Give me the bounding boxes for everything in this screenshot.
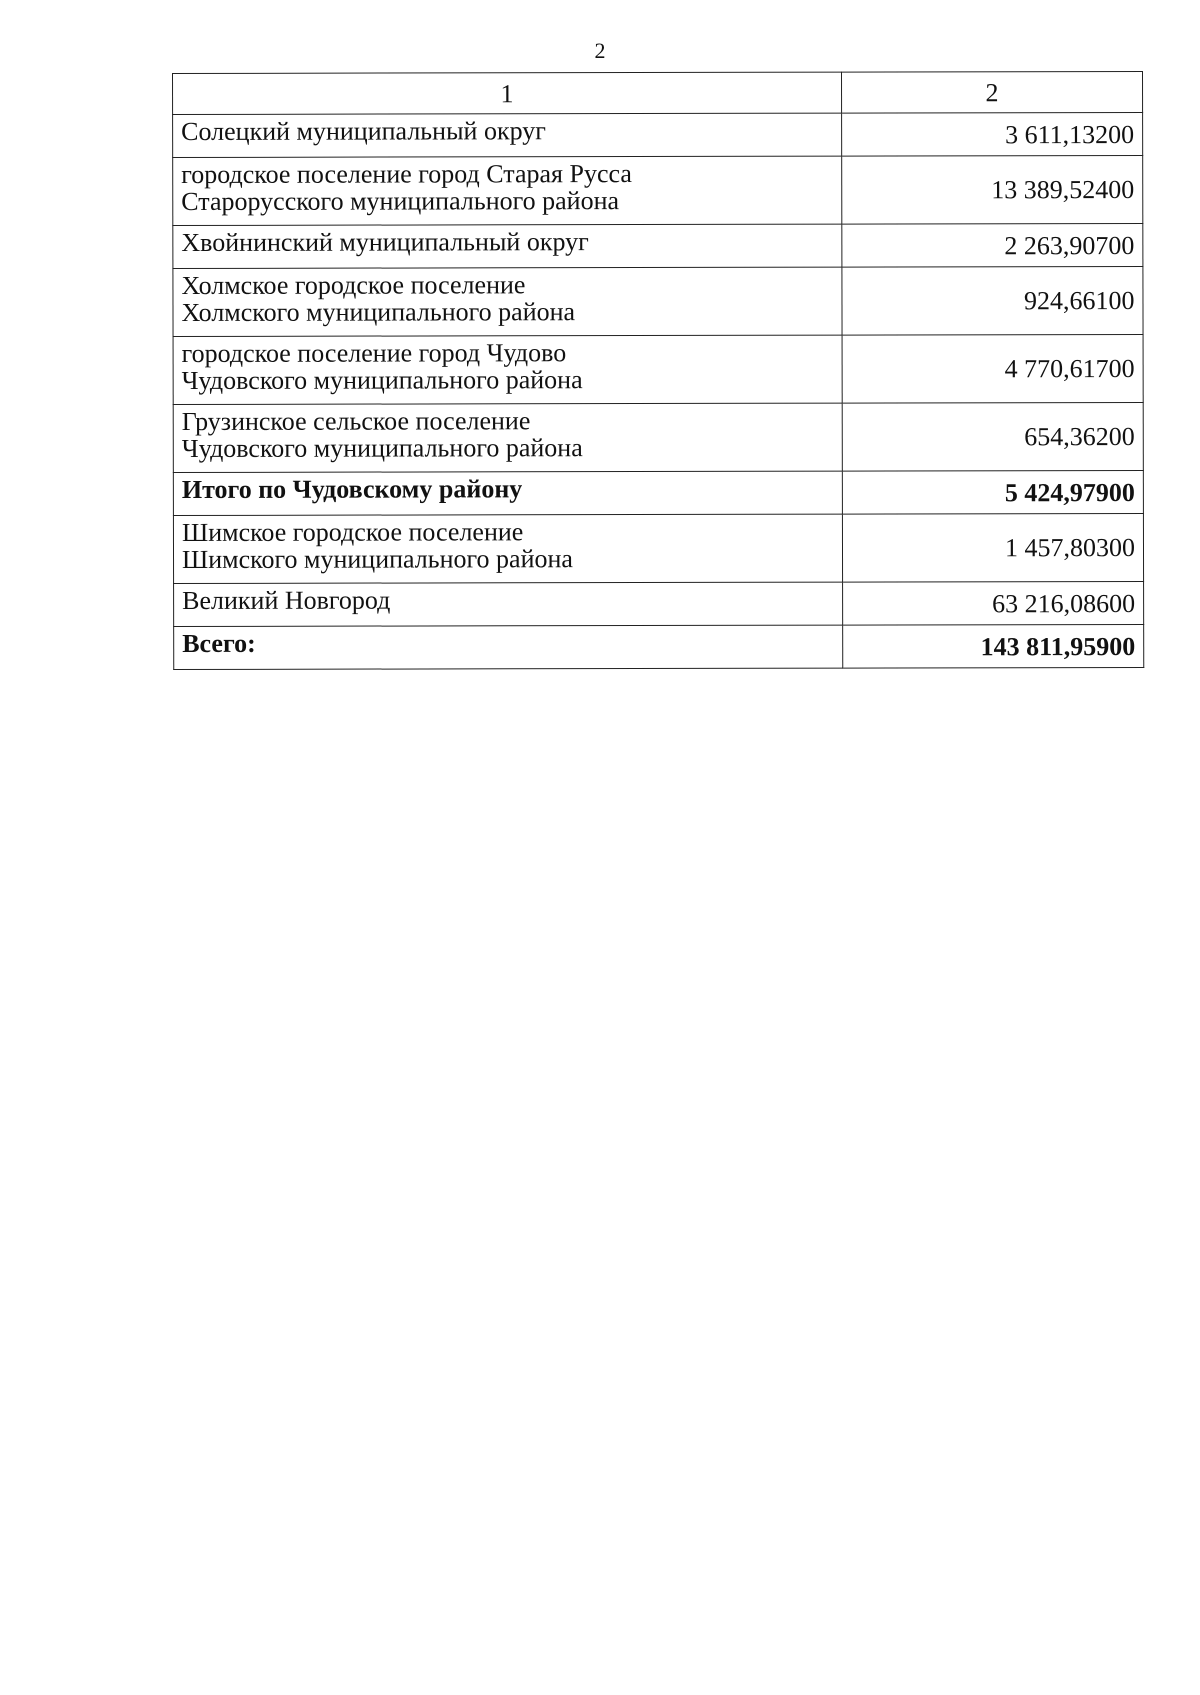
municipality-name-line: Хвойнинский муниципальный округ xyxy=(181,227,589,257)
table-row xyxy=(173,334,1143,404)
amount-cell: 4 770,61700 xyxy=(842,334,1143,403)
amount-cell: 3 611,13200 xyxy=(842,112,1143,156)
amount-cell: 1 457,80300 xyxy=(842,513,1143,582)
municipality-name-cell xyxy=(173,156,842,225)
municipality-name-line: Холмского муниципального района xyxy=(181,297,576,327)
table-total-row xyxy=(174,624,1144,669)
table-row xyxy=(173,513,1143,583)
amount-cell: 13 389,52400 xyxy=(842,155,1143,224)
municipality-name-cell xyxy=(174,625,843,669)
municipality-name-cell xyxy=(173,224,842,268)
column-header-2: 2 xyxy=(841,71,1142,113)
table-row xyxy=(173,155,1143,225)
municipality-name-line: Шимское городское поселение xyxy=(181,517,524,547)
municipality-name-line: Итого по Чудовскому району xyxy=(181,474,523,504)
municipality-name-line: Чудовского муниципального района xyxy=(181,433,583,463)
amount-cell: 2 263,90700 xyxy=(842,223,1143,267)
amount-cell: 143 811,95900 xyxy=(843,624,1144,668)
allocation-table xyxy=(172,71,1144,670)
table-total-row xyxy=(173,470,1143,515)
municipality-name-cell xyxy=(173,113,842,157)
municipality-name-line: Холмское городское поселение xyxy=(181,270,526,300)
table-row xyxy=(173,112,1143,157)
table-row xyxy=(173,402,1143,472)
municipality-name-line: городское поселение город Чудово xyxy=(181,338,567,368)
municipality-name-cell xyxy=(174,582,843,626)
amount-cell: 63 216,08600 xyxy=(843,581,1144,625)
table-row xyxy=(174,581,1144,626)
municipality-name-line: Старорусского муниципального района xyxy=(181,186,620,216)
municipality-name-line: Солецкий муниципальный округ xyxy=(181,116,546,146)
table-row xyxy=(173,266,1143,336)
table-row xyxy=(173,223,1143,268)
municipality-name-cell xyxy=(173,267,842,336)
table-body xyxy=(173,112,1144,669)
municipality-name-cell xyxy=(173,403,842,472)
municipality-name-cell xyxy=(173,514,842,583)
municipality-name-line: Чудовского муниципального района xyxy=(181,365,583,395)
municipality-name-line: Великий Новгород xyxy=(182,585,391,615)
column-header-1: 1 xyxy=(173,72,842,114)
municipality-name-line: Всего: xyxy=(182,628,256,658)
page-number: 2 xyxy=(594,38,606,63)
municipality-name-line: Шимского муниципального района xyxy=(181,544,573,574)
table-header-row xyxy=(173,71,1143,114)
amount-cell: 654,36200 xyxy=(842,402,1143,471)
municipality-name-cell xyxy=(173,335,842,404)
amount-cell: 5 424,97900 xyxy=(842,470,1143,514)
amount-cell: 924,66100 xyxy=(842,266,1143,335)
municipality-name-line: городское поселение город Старая Русса xyxy=(181,159,632,189)
municipality-name-cell xyxy=(173,471,842,515)
municipality-name-line: Грузинское сельское поселение xyxy=(181,406,531,436)
